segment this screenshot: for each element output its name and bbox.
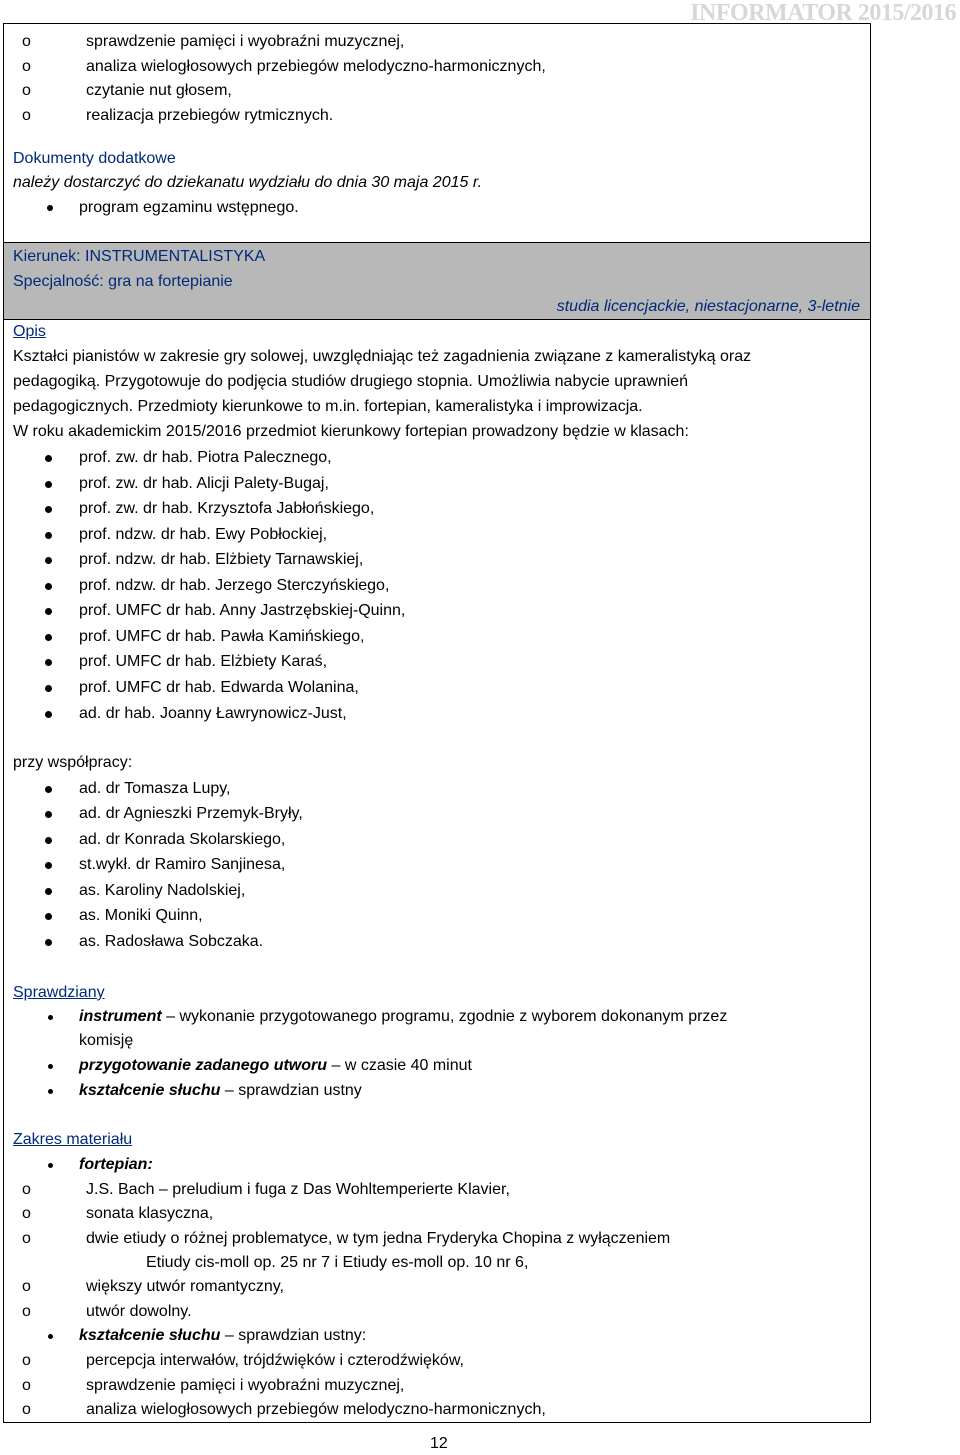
list-item: o realizacja przebiegów rytmicznych. [86, 105, 333, 127]
fortepian-item: o J.S. Bach – preludium i fuga z Das Wohltemperierte Klavier, [86, 1179, 510, 1201]
docs-heading: Dokumenty dodatkowe [13, 150, 176, 167]
list-item: o sprawdzenie pamięci i wyobraźni muzycznej, [86, 31, 404, 53]
exam-text: w czasie 40 minut [344, 1057, 472, 1074]
publication-header: INFORMATOR 2015/2016 [690, 0, 956, 26]
list-item: o analiza wielogłosowych przebiegów melodyczno-harmonicznych, [86, 56, 546, 78]
specjalnosc-label: Specjalność: gra na fortepianie [13, 273, 233, 290]
ks-item: o percepcja interwałów, trójdźwięków i czterodźwięków, [86, 1350, 464, 1372]
teacher-item: prof. zw. dr hab. Krzysztofa Jabłońskiego, [79, 498, 374, 520]
sprawdziany-heading: Sprawdziany [13, 984, 105, 1001]
exam-item [79, 1080, 362, 1102]
coop-item: as. Karoliny Nadolskiej, [79, 880, 245, 902]
coop-item: st.wykł. dr Ramiro Sanjinesa, [79, 854, 285, 876]
exam-sep: – [220, 1082, 239, 1099]
fortepian-item: o utwór dowolny. [86, 1301, 192, 1323]
fortepian-label [79, 1154, 153, 1176]
exam-term: przygotowanie zadanego utworu [79, 1057, 328, 1074]
exam-text: sprawdzian ustny [238, 1082, 362, 1099]
teacher-item: prof. UMFC dr hab. Edwarda Wolanina, [79, 677, 359, 699]
opis-line: pedagogicznych. Przedmioty kierunkowe to m.in. fortepian, kameralistyka i improwizacja. [13, 398, 643, 415]
ks-term: kształcenie słuchu [79, 1327, 221, 1344]
ks-sep: – [220, 1327, 239, 1344]
study-type-label: studia licencjackie, niestacjonarne, 3-letnie [556, 298, 860, 315]
fortepian-item: o sonata klasyczna, [86, 1203, 213, 1225]
coop-item: as. Radosława Sobczaka. [79, 931, 263, 953]
exam-item-cont: komisję [79, 1032, 134, 1049]
ks-item: o analiza wielogłosowych przebiegów melodyczno-harmonicznych, [86, 1399, 546, 1421]
opis-line: pedagogiką. Przygotowuje do podjęcia studiów drugiego stopnia. Umożliwia nabycie uprawnień [13, 373, 689, 390]
coop-item: as. Moniki Quinn, [79, 905, 203, 927]
exam-item [79, 1006, 727, 1028]
list-item: o czytanie nut głosem, [86, 80, 232, 102]
teacher-item: ad. dr hab. Joanny Ławrynowicz-Just, [79, 703, 347, 725]
page-number: 12 [430, 1435, 448, 1452]
teacher-item: prof. ndzw. dr hab. Elżbiety Tarnawskiej, [79, 549, 363, 571]
teacher-item: prof. UMFC dr hab. Pawła Kamińskiego, [79, 626, 364, 648]
exam-item [79, 1055, 472, 1077]
teacher-item: prof. ndzw. dr hab. Ewy Pobłockiej, [79, 524, 327, 546]
exam-sep: – [327, 1057, 345, 1074]
teacher-item: prof. UMFC dr hab. Anny Jastrzębskiej-Quinn, [79, 600, 405, 622]
teacher-item: prof. ndzw. dr hab. Jerzego Sterczyńskiego, [79, 575, 389, 597]
exam-term: kształcenie słuchu [79, 1082, 221, 1099]
kierunek-label: Kierunek: INSTRUMENTALISTYKA [13, 248, 266, 265]
exam-term: instrument [79, 1008, 162, 1025]
program-header-band [4, 242, 870, 320]
coop-item: ad. dr Konrada Skolarskiego, [79, 829, 285, 851]
exam-sep: – [161, 1008, 180, 1025]
fortepian-term: fortepian: [79, 1156, 153, 1173]
fortepian-item: o większy utwór romantyczny, [86, 1276, 284, 1298]
teacher-item: prof. zw. dr hab. Piotra Palecznego, [79, 447, 332, 469]
opis-heading: Opis [13, 323, 46, 340]
fortepian-item: o dwie etiudy o różnej problematyce, w tym jedna Fryderyka Chopina z wyłączeniem [86, 1228, 670, 1250]
teacher-item: prof. zw. dr hab. Alicji Palety-Bugaj, [79, 473, 329, 495]
ks-label [79, 1325, 366, 1347]
docs-deadline: należy dostarczyć do dziekanatu wydziału do dnia 30 maja 2015 r. [13, 174, 483, 191]
fortepian-item-cont: Etiudy cis-moll op. 25 nr 7 i Etiudy es-moll op. 10 nr 6, [146, 1254, 529, 1271]
zakres-heading: Zakres materiału [13, 1131, 133, 1148]
opis-line: Kształci pianistów w zakresie gry solowej, uwzględniając też zagadnienia związane z kameralistyką oraz [13, 348, 752, 365]
coop-label: przy współpracy: [13, 754, 133, 771]
coop-item: ad. dr Agnieszki Przemyk-Bryły, [79, 803, 303, 825]
exam-text: wykonanie przygotowanego programu, zgodnie z wyborem dokonanym przez [179, 1008, 728, 1025]
ks-text: sprawdzian ustny: [238, 1327, 367, 1344]
ks-item: o sprawdzenie pamięci i wyobraźni muzycznej, [86, 1375, 404, 1397]
coop-item: ad. dr Tomasza Lupy, [79, 778, 231, 800]
opis-line: W roku akademickim 2015/2016 przedmiot kierunkowy fortepian prowadzony będzie w klasach: [13, 423, 689, 440]
docs-item: program egzaminu wstępnego. [79, 197, 299, 219]
teacher-item: prof. UMFC dr hab. Elżbiety Karaś, [79, 651, 327, 673]
